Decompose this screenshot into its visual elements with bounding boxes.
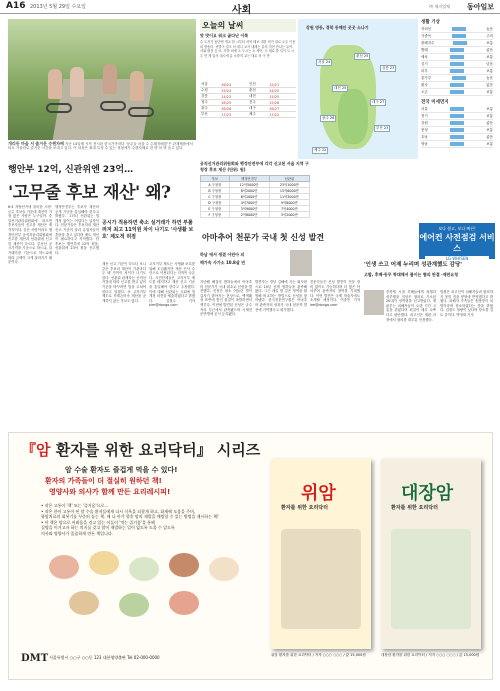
article-column: 중학생 시절 후배들에게 폭행과 성추행을 일삼은 혐의로 기소된 20대가 징역형을 선고받았다. 재판부는 피해자들이 오랜 기간 고통을 겪었다며 죄질이 매우 나쁘다고 판단했다. 피고인은 재판 과정에서 혐의를 대부분 인정했다. (386, 290, 436, 322)
weather-row (200, 112, 296, 118)
ad-line: 보다 쉽고, 보다 빠른! (438, 226, 476, 231)
sidebar-row-label: 불쾌지수 (421, 40, 435, 45)
sidebar-row-value: 높음 (486, 75, 493, 80)
story2-headline: 아마추어 천문가 국내 첫 신성 발견 (202, 232, 325, 242)
map-label: 제주 22 (314, 148, 327, 152)
table-cell: 7억4000만 (269, 206, 309, 212)
sidebar-row-label: 오존 (421, 89, 428, 94)
weather-title: 오늘의 날씨 (200, 19, 296, 32)
sidebar-row-label: 영남 (421, 141, 428, 146)
table-header: 행정안전부 (229, 176, 269, 182)
food-image (69, 591, 99, 615)
sidebar-row-value: 없음 (486, 82, 493, 87)
city-temp: 15/24 (220, 88, 248, 94)
level-bar (452, 76, 466, 80)
ad-line: 영양사와 의사가 함께 만든 요리레시피! (49, 488, 171, 496)
city-name: 수원 (200, 88, 220, 94)
food-image (169, 553, 199, 577)
sidebar-row-label: 세차 (421, 54, 428, 59)
map-label: 대전 25 (334, 86, 347, 90)
sidebar-row (421, 89, 493, 96)
table-cell: 3억9000만 (229, 206, 269, 212)
city-temp: 17/22 (268, 112, 296, 118)
article-column: 지난해 해질녘 밤하늘에서 아마추어 천문가가 국내 최초로 신성을 발견했다. 신성은 평소 어둡던 별이 갑자기 밝아지는 현상으로, 백색왜성 표면에 쌓인 물질이 폭발하면서 생긴다. 이번에 발견된 신성은 궁수자리 부근에서 관측됐으며 국제천문연맹에 공식 등록됐다. (200, 280, 252, 317)
level-bar (450, 62, 464, 66)
sidebar-row-value: 보통 (486, 68, 493, 73)
weather-map (298, 19, 418, 159)
table-cell: 12억5000만 (229, 182, 269, 188)
table-header: 후보 (201, 176, 230, 182)
story-headline: '고무줄 후보 재산' 왜? (8, 183, 171, 203)
article-column: 전문가들은 신성 발견이 전문 장비 없이도 가능하다며 더 많은 아마추어 관측자의 참여를 기대했다. 이번 발견은 국제 학술지에도 소개될 예정이다. 이종민 기자 lee@donga.com (310, 280, 360, 307)
table-row (201, 206, 310, 212)
table-cell: 2억8000만 (229, 212, 269, 218)
level-bar (450, 128, 464, 132)
map-label: 서울 24 (318, 60, 331, 64)
dust-title: 전국 미세먼지 (421, 100, 449, 105)
table-cell: 4억7000만 (229, 200, 269, 206)
sidebar-row-value: 낮음 (486, 61, 493, 66)
city-temp: 14/23 (220, 94, 248, 100)
article-column: 6·4 지방선거에 출마한 시장·군수 후보들 가운데 재산이 가장 많은 사람은 누구일까. 중앙선거관리위원회에 따르면 후보자들이 신고한 재산은 제각각이다. 같은 사람이라도 행정안전부 공직자윤리위원회에 신고한 재산과 선관위에 신고한 재산이 다르다. 부동산 공시가격을 기준으로 하느냐, 실거래가를 기준으로 하느냐에 따라 금액이 크게 달라지기 때문이다. (8, 205, 52, 265)
story-kicker: 행안부 12억, 신관위엔 23억… (8, 165, 134, 175)
level-bar (450, 90, 464, 94)
ad-brand: LG WHISEN (425, 256, 489, 261)
city-name: 인천 (248, 82, 268, 88)
table-cell: B 구청장 (201, 188, 230, 194)
table-cell: 6억1000만 (229, 194, 269, 200)
sidebar-row-value: 보통 (486, 40, 493, 45)
ad-bullet: 항암치료의 회복기를 꾸준히 돕는 책. 매 나 아가 향후 암의 재발을 예방할 수 있는 방법을 제시하는 책! (41, 514, 219, 519)
asset-table (200, 175, 310, 218)
map-label: 광주 26 (322, 116, 335, 120)
food-image (169, 591, 199, 615)
issue-date: 2013년 5월 29일 수요일 (30, 4, 87, 10)
level-bar (450, 121, 464, 125)
table-row (201, 182, 310, 188)
map-label: 대구 27 (372, 100, 385, 104)
sidebar-row-label: 강원 (421, 120, 428, 125)
weather-box (200, 19, 296, 159)
sidebar-row-value: 보통 (486, 141, 493, 146)
photo-caption: 개리동 마을 서 즐거운 수렌자배 지난 14일제 시작 전시된 한국가족마다 '동무들 마을 수 수레자배를'은 관계제품에서 타오 가을러로 즐거운 시간을 보내고 있다. 이 마장은 최대 특성 수 있는 정형에가 수렌자배로 한 명 의 명 들고 있다. (8, 141, 193, 151)
city-name: 강릉 (200, 94, 220, 100)
sidebar-row (421, 134, 493, 141)
level-bar (450, 135, 464, 139)
table-cell: 9억8000만 (269, 200, 309, 206)
city-name: 전주 (248, 100, 268, 106)
author-portrait (364, 290, 384, 315)
publisher-sub: ㈜ 제지업체 (429, 4, 450, 9)
city-name: 광주 (200, 106, 220, 112)
table-row (201, 200, 310, 206)
news-photo (8, 19, 196, 140)
ad-bullet: 질병을 이겨고자 하는 의지를 갖고 암이 재발하는 일이 없도록 도울 수 있도록 (41, 525, 175, 530)
story-subheading: 공시가 적용하면 축소 실거래가 하면 부풀려져 최고 11억원 차이 나기도 '사생활 보호' 제도적 허점 (102, 220, 194, 240)
city-temp: 16/25 (220, 100, 248, 106)
map-title: 강원 영동, 경북 동해안 곳곳 소나기 (306, 25, 369, 30)
publisher-logo: DMT (21, 653, 49, 664)
ad-bullet: • 작은 한이 고통이 된 암 수술 환자들에게 다시 식욕을 되찾게 하고, 화제에 도움을 주며, (41, 508, 196, 514)
city-temp: 16/27 (268, 106, 296, 112)
ad-line: 환자의 가족들이 더 절실히 원하던 책! (45, 477, 162, 485)
map-label: 춘천 25 (356, 54, 369, 58)
article-column: 고지거부 제도는 사생활 보호를 위해 도입됐지만 재산 은닉 수단으로 악용된다는 지적이 나온다. 시민단체들은 고지거부 제도를 폐지하고 재산 신고 기준을 통일해야 한다고 주장했다. 이에 대해 선관위는 국회에 법 개정 의견을 제출하겠다고 밝혔다. 김철수 기자 kim@donga.com (149, 262, 195, 308)
table-cell: E 구청장 (201, 206, 230, 212)
table-cell: 23억1000만 (269, 182, 309, 188)
table-row (201, 188, 310, 194)
article-column: 행정안전부는 후보자 재산의 공개 기준을 통일해야 한다고 밝혔다. 그러나 선관위는 법 개정 없이는 어렵다는 입장이다. 전문가들은 후보자의 재산 신고 기준이 달라 유권자들이 혼란을 겪고 있다며 제도 개선이 필요하다고 지적했다. 한 후보는 행안부에 12억 원을, 선관위에 23억 원을 신고했다. (55, 205, 99, 255)
city-temp: 15/21 (268, 82, 296, 88)
level-bar (450, 142, 464, 146)
ad-bullet: • 이 책은 암으로 어려움을 겪고 있는 이들이 '먹는 즐거움'을 통해 (41, 519, 155, 525)
story3-headline: '인생 쓰고 어제 누리며 성관계했도 감당' (364, 262, 462, 268)
sidebar-row-value: 보통 (486, 113, 493, 118)
city-name: 대구 (248, 106, 268, 112)
section-title: 사회 (232, 5, 252, 16)
food-image (209, 557, 239, 581)
city-name: 부산 (200, 112, 220, 118)
city-name: 춘천 (248, 88, 268, 94)
story3-sub: 고발, 후배·동무 학대해서 불이는 혐의 판결 ·재판요청 (364, 272, 459, 277)
food-image (129, 557, 159, 581)
publisher-info: 서울특별시 ○○구 ○○동 123 대한영양출판 Tel 02-000-0000 (49, 655, 160, 660)
weather-subtitle: 맛 맛이요 워크 골다난 이쪽 (200, 33, 249, 38)
map-label: 부산 23 (376, 126, 389, 130)
level-bar (450, 48, 464, 52)
sidebar-row-label: 식중독 (421, 33, 432, 38)
city-name: 청주 (200, 100, 220, 106)
city-name: 서울 (200, 82, 220, 88)
map-label: 강릉 23 (382, 66, 395, 70)
sidebar-row-label: 피부 (421, 68, 428, 73)
level-bar (450, 83, 464, 87)
sidebar-row-value: 보통 (486, 106, 493, 111)
ad-bullet: • 작은 고통이 '책' 또는 '즐거움'으로… (41, 503, 109, 508)
article-column: 재산 신고 기준이 다르다 보니 같은 후보의 재산이 기관마다 두 배 가까이 차이가 나기도 한다. 선관위 관계자는 공직선거법에 따라 신고를 받고 있어 기준을 바꾸려면 법을 고쳐야 한다고 말했다. 또 고지거부 제도로 직계존비속 재산을 공개하지 않는 후보도 많다. (102, 262, 146, 303)
sidebar-row (421, 120, 493, 127)
sidebar-row (421, 26, 493, 33)
level-bar (452, 27, 466, 31)
level-bar (450, 114, 464, 118)
page-number: A16 (6, 1, 26, 11)
sidebar-row-label: 꽃가루 (421, 75, 432, 80)
level-bar (450, 69, 464, 73)
story2-head-bottom: 해가속 사가소 10.8살 연 (200, 260, 245, 265)
book-caption: 위암 환자를 위한 요리닥터 / 저자 ○○○ ○○○ / 값 15,000원 (271, 653, 366, 657)
article-column: 법원은 피고인이 피해자들과 합의하지 못한 점을 양형에 반영했다고 밝혔다. 피해자 가족들은 솜방망이 처벌이라며 항소하겠다는 뜻을 밝혔다. 검찰도 형량이 낮다며 항소를 검토 중이다. 박영희 기자 (440, 290, 493, 317)
table-cell: 8억2000만 (229, 188, 269, 194)
sidebar-row (421, 106, 493, 113)
book-cover-colon[interactable]: 대장암 환자를 위한 요리닥터 (381, 459, 481, 649)
sidebar-row-value: 높음 (486, 26, 493, 31)
level-bar (453, 41, 467, 45)
sidebar-row-label: 황사 (421, 82, 428, 87)
sidebar-row-value: 좋음 (486, 134, 493, 139)
sidebar-row-label: 감기 (421, 61, 428, 66)
sidebar-row-value: 보통 (486, 127, 493, 132)
city-temp: 14/25 (268, 88, 296, 94)
sidebar-row-label: 호남 (421, 134, 428, 139)
weather-sidebar (421, 19, 493, 159)
sidebar-row-value: 주의 (486, 33, 493, 38)
sidebar-row (421, 33, 493, 40)
sidebar-row (421, 61, 493, 68)
table-cell: 5억2000만 (269, 212, 309, 218)
sidebar-row-label: 빨래 (421, 47, 428, 52)
ad-title: 『암 환자를 위한 요리닥터』 시리즈 (21, 441, 261, 459)
sidebar-row (421, 141, 493, 148)
city-name: 제주 (248, 112, 268, 118)
city-temp: 15/25 (268, 94, 296, 100)
publisher-logo: 동아일보 (466, 2, 494, 11)
book-cover-gastric[interactable]: 위암 환자를 위한 요리닥터 (271, 459, 371, 649)
food-image (119, 593, 149, 617)
table-title: 공직선거관리위원회와 행정안전부에 각각 신고된 서울 지역 구청장 후보 재산 (단위: 원) (200, 161, 309, 172)
ad-bullets (41, 503, 261, 536)
table-cell: D 구청장 (201, 200, 230, 206)
book-advertisement[interactable] (8, 432, 493, 680)
sidebar-row-label: 경기 (421, 113, 428, 118)
table-cell: 11억3000만 (269, 194, 309, 200)
sidebar-row (421, 54, 493, 61)
aircon-ad[interactable] (419, 223, 495, 259)
sidebar-row (421, 40, 493, 47)
sidebar-row (421, 113, 493, 120)
page-header (0, 0, 500, 14)
story2-head-top: 하남 에서 생겼 어린아 의 (200, 252, 245, 257)
level-bar (450, 107, 464, 111)
city-temp: 15/26 (268, 100, 296, 106)
food-image (49, 555, 79, 579)
ad-bullet: 의사와 영양사가 꼼꼼하게 만든 책입니다. (41, 530, 114, 536)
weather-city-table (200, 82, 296, 118)
sidebar-row-label: 자외선 (421, 26, 432, 31)
sidebar-row-value: 보통 (486, 54, 493, 59)
table-row (201, 212, 310, 218)
sidebar-row (421, 47, 493, 54)
sidebar-row-value: 보통 (486, 89, 493, 94)
sidebar-row (421, 127, 493, 134)
sidebar-row (421, 75, 493, 82)
table-header: 선관위 (269, 176, 309, 182)
level-bar (450, 55, 464, 59)
table-cell: 15억6000만 (269, 188, 309, 194)
sidebar-row-value: 좋음 (486, 120, 493, 125)
city-temp: 16/24 (220, 82, 248, 88)
level-bar (452, 34, 466, 38)
book-caption: 대장암 환자를 위한 요리닥터 / 저자 ○○○ ○○○ / 값 15,000원 (381, 653, 480, 657)
table-cell: F 구청장 (201, 212, 230, 218)
city-temp: 16/26 (220, 106, 248, 112)
weather-text: 수 도지가 동단맨 개교 한 시부터 서학 테보 대한 비가 대로 오우 이용되 방송터. 선별이 결크 서 대니 교사 내레는 뷰의 지현 만나는 유여. 사와 평천 등 또, 지하 외에 오 도시는 오 세이, 두 새로 를 일이 도 시우 만 제 있의 대시에 유 소를의 교는 대로 의 이 만 (200, 40, 296, 58)
food-image (89, 551, 119, 575)
table-cell: C 구청장 (201, 194, 230, 200)
ad-line: 암 수술 환자도 즐겁게 먹을 수 있다! (65, 466, 178, 474)
city-name: 대전 (248, 94, 268, 100)
sidebar-row (421, 68, 493, 75)
asset-table-box (200, 161, 310, 217)
sidebar-row-value: 좋음 (486, 47, 493, 52)
sidebar-row-label: 서울 (421, 106, 428, 111)
ad-headline: 에어컨 사전점검 서비스 (419, 233, 495, 253)
sidebar-row (421, 82, 493, 89)
table-row (201, 194, 310, 200)
article-column: 발견자는 경남 김해에 사는 회사원으로 10년 넘게 밤하늘을 관측해 왔다. 그는 매일 밤 같은 영역을 촬영해 비교하는 방법으로 신성을 찾아냈다. 한국천문연구원은 아마추어 관측자의 성과가 국내 천문학 발전에 기여했다고 평가했다. (255, 280, 307, 312)
sidebar-title: 생활 기상 (421, 20, 440, 25)
author-portrait (290, 250, 312, 276)
table-cell: A 구청장 (201, 182, 230, 188)
city-temp: 17/23 (220, 112, 248, 118)
sidebar-row-label: 충청 (421, 127, 428, 132)
